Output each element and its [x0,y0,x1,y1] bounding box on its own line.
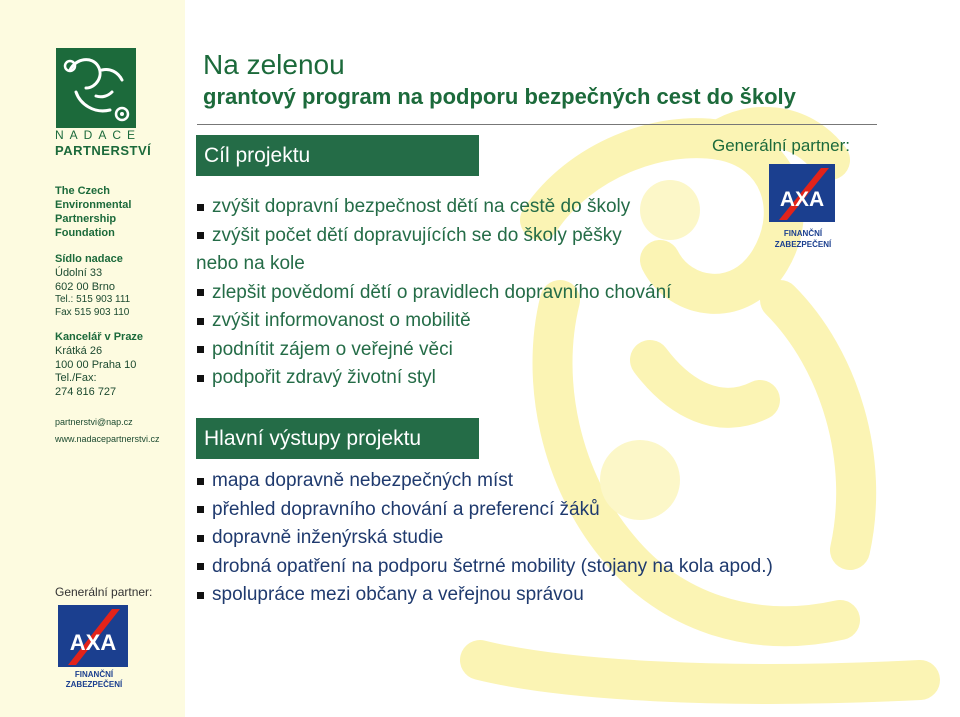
header-divider [197,124,877,125]
axa-caption-line1: FINANČNÍ [783,229,823,238]
seat-heading: Sídlo nadace [55,253,123,265]
list-item: podpořit zdravý životní styl [197,364,671,393]
partner-label: Generální partner: [712,136,850,155]
bullet-icon [197,232,204,239]
seat-address-line1: Údolní 33 [55,267,103,279]
office-phone: 274 816 727 [55,386,117,398]
hand-bird-logo-icon [56,48,136,128]
axa-logo-text: AXA [779,188,825,211]
list-item: přehled dopravního chování a preferencí žáků [197,496,773,525]
axa-caption-line2: ZABEZPEČENÍ [774,240,832,249]
email-link[interactable]: partnerstvi@nap.cz [55,417,133,427]
office-address-line1: Krátká 26 [55,345,103,357]
list-item: spolupráce mezi občany a veřejnou správou [197,581,773,610]
logo-text-partnerstvi: PARTNERSTVÍ [55,143,152,158]
outputs-heading-bar [196,418,479,459]
foundation-logo [56,48,136,128]
office-telfax-label: Tel./Fax: [55,372,97,384]
list-item: zvýšit informovanost o mobilitě [197,307,671,336]
website-link[interactable]: www.nadacepartnerstvi.cz [55,434,160,444]
seat-phone: Tel.: 515 903 111 [55,294,131,305]
sidebar-partner-label: Generální partner: [55,585,153,599]
bullet-icon [197,535,204,542]
bullet-icon [197,346,204,353]
bullet-icon [197,289,204,296]
goals-heading: Cíl projektu [204,144,311,167]
seat-fax: Fax 515 903 110 [55,307,130,318]
axa-logo-icon [757,164,849,252]
list-item-continuation: nebo na kole [196,253,305,275]
bullet-icon [197,592,204,599]
office-address-line2: 100 00 Praha 10 [55,359,137,371]
list-item: zlepšit povědomí dětí o pravidlech dopravního chování [197,279,671,308]
goals-heading-bar [196,135,479,176]
axa-caption-line2: ZABEZPEČENÍ [65,680,123,689]
list-item: drobná opatření na podporu šetrné mobility (stojany na kola apod.) [197,553,773,582]
bullet-icon [197,375,204,382]
bullet-icon [197,478,204,485]
page-subtitle: grantový program na podporu bezpečných cest do školy [203,84,796,109]
bullet-icon [197,563,204,570]
seat-address-line2: 602 00 Brno [55,281,115,293]
axa-logo-text: AXA [69,630,117,655]
bullet-icon [197,204,204,211]
list-item: podnítit zájem o veřejné věci [197,336,671,365]
axa-logo-icon [50,605,138,690]
outputs-list [197,467,773,610]
page-title: Na zelenou [203,49,345,80]
axa-logo [757,164,849,252]
list-item: dopravně inženýrská studie [197,524,773,553]
axa-caption-line1: FINANČNÍ [74,670,114,679]
goals-list [197,193,671,393]
outputs-heading: Hlavní výstupy projektu [204,427,422,450]
org-name: The Czech Environmental Partnership Foundation [55,185,132,239]
sidebar-axa-logo [50,605,138,690]
bullet-icon [197,318,204,325]
list-item: zvýšit počet dětí dopravujících se do školy pěšky [197,222,671,251]
list-item: zvýšit dopravní bezpečnost dětí na cestě do školy [197,193,671,222]
logo-text-nadace: NADACE [55,128,142,142]
bullet-icon [197,506,204,513]
office-heading: Kancelář v Praze [55,331,144,343]
decorative-background-figure [420,100,950,710]
list-item: mapa dopravně nebezpečných míst [197,467,773,496]
